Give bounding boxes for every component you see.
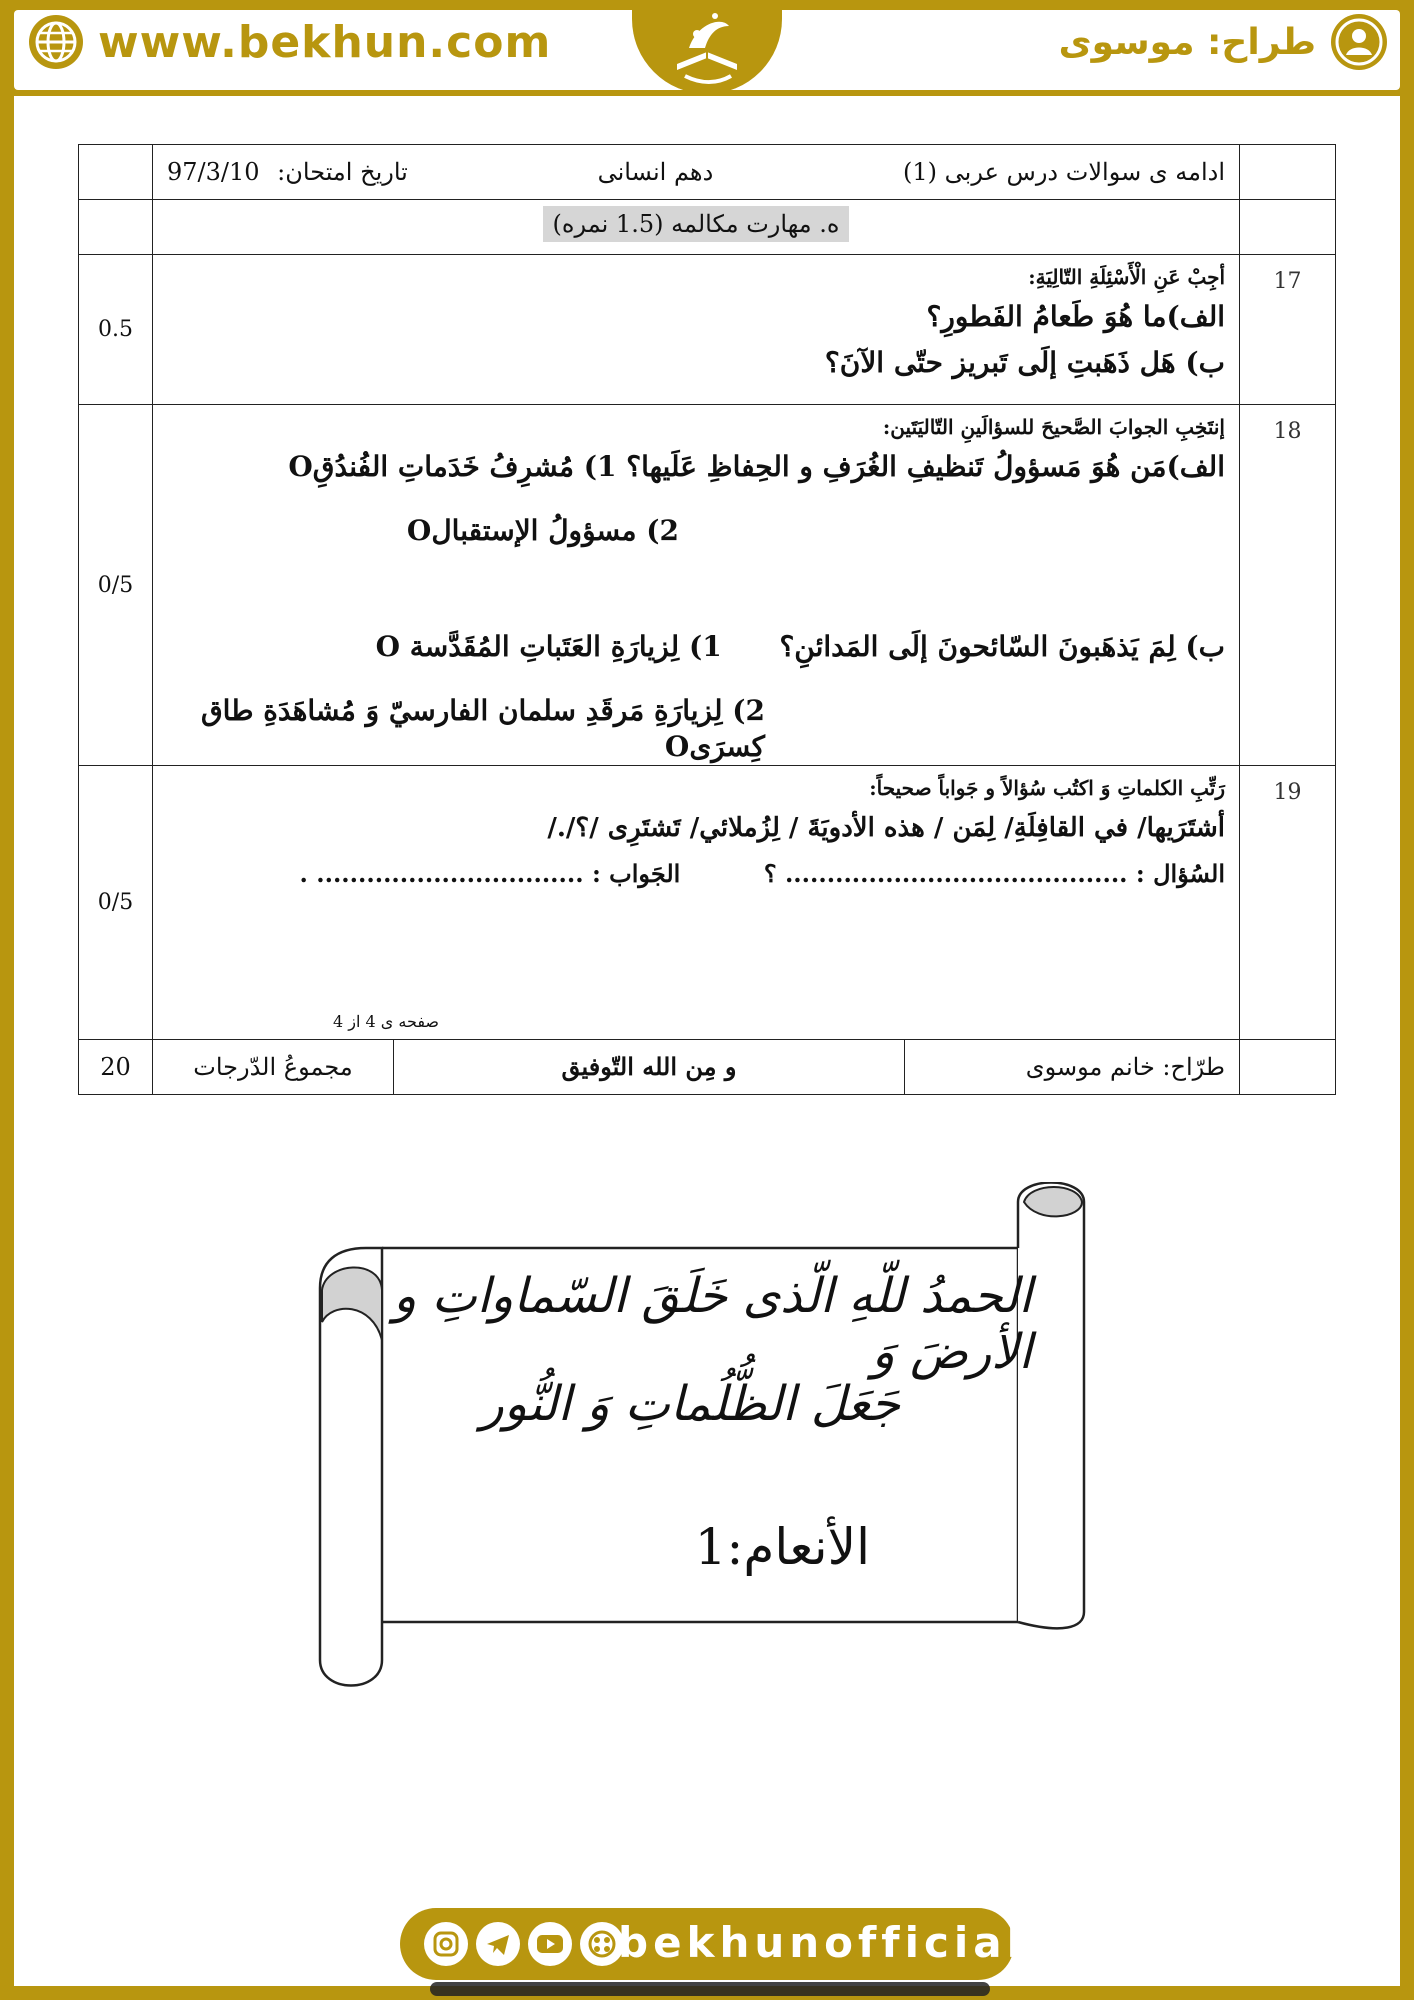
footer-total-label: مجموعُ الدّرجات	[193, 1053, 353, 1081]
header-info-cell	[153, 145, 1240, 200]
question-instruction: إنتَخِبِ الجوابَ الصَّحیحَ للسؤالَینِ التّالیَتَین:	[882, 415, 1225, 439]
social-footer	[400, 1908, 1027, 1980]
question-line: الف)ما هُوَ طَعامُ الفَطورِ؟	[926, 300, 1225, 333]
page-note: صفحه ی 4 از 4	[333, 1012, 439, 1031]
exam-date: 97/3/10	[167, 158, 260, 186]
section-label: ه. مهارت مکالمه (1.5 نمره)	[543, 206, 850, 242]
telegram-icon[interactable]	[476, 1922, 520, 1966]
exam-date-label: تاریخ امتحان:	[277, 158, 408, 186]
globe-icon	[28, 14, 84, 70]
question-row-19	[79, 766, 1336, 1040]
question-body	[153, 255, 1240, 405]
verse-line-1: الحمدُ للّهِ الّذی خَلَقَ السّماواتِ و الأرضَ وَ	[393, 1268, 1032, 1380]
question-row-18	[79, 405, 1336, 766]
question-row-17	[79, 255, 1336, 405]
question-number: 19	[1240, 766, 1336, 1040]
social-handle[interactable]: bekhunofficial	[618, 1918, 1027, 1967]
exam-title: ادامه ی سوالات درس عربی (1)	[903, 158, 1225, 186]
question-number: 18	[1240, 405, 1336, 766]
question-line: ب) هَل ذَهَبتِ إلَی تَبریز حتّی الآنَ؟	[824, 346, 1225, 379]
book-logo-icon	[667, 4, 747, 88]
answer-line[interactable]: السُؤال : ......................................... ؟ الجَواب : ................................ .	[299, 859, 1225, 888]
verse-scroll	[318, 1182, 1090, 1694]
header-score-cell	[79, 145, 153, 200]
verse-reference: الأنعام:1	[694, 1518, 870, 1576]
footer-blessing: و مِن الله التّوفیق	[393, 1040, 904, 1094]
option-a2[interactable]: 2) مسؤولُ الإستقبالO	[406, 514, 679, 547]
section-row	[79, 200, 1336, 255]
option-b2[interactable]: 2) لِزیارَةِ مَرقَدِ سلمان الفارسيّ وَ مُشاهَدَةِ طاق کِسرَیO	[200, 694, 765, 763]
footer-designer: طرّاح: خانم موسوی	[904, 1040, 1239, 1094]
header-designer	[1059, 14, 1388, 70]
exam-header-row	[79, 145, 1336, 200]
youtube-icon[interactable]	[528, 1922, 572, 1966]
exam-table	[78, 144, 1336, 1095]
header-num-cell	[1240, 145, 1336, 200]
designer-label: طراح: موسوی	[1058, 21, 1316, 63]
option-b1[interactable]: 1) لِزیارَةِ العَتَباتِ المُقَدَّسة O	[375, 630, 722, 663]
question-b: ب) لِمَ یَذهَبونَ السّائحونَ إلَی المَدائنِ؟	[779, 630, 1225, 663]
question-a-line	[153, 449, 1225, 485]
exam-footer-row	[79, 1040, 1336, 1095]
footer-total: 20	[79, 1040, 153, 1095]
site-url[interactable]: www.bekhun.com	[98, 16, 552, 68]
scroll-frame	[318, 1182, 1090, 1694]
verse-line-2: جَعَلَ الظُّلُماتِ وَ النُّور	[480, 1376, 900, 1432]
question-b-line	[153, 629, 1225, 665]
question-number: 17	[1240, 255, 1336, 405]
instagram-icon[interactable]	[424, 1922, 468, 1966]
question-body	[153, 766, 1240, 1040]
exam-date-group	[167, 158, 408, 186]
question-score: 0/5	[79, 405, 153, 766]
site-link[interactable]	[28, 14, 551, 70]
question-score: 0.5	[79, 255, 153, 405]
question-instruction: أجِبْ عَنِ الْأَسْئِلَةِ التّالِيَةِ:	[1028, 265, 1225, 289]
question-instruction: رَتِّبِ الکلماتِ وَ اکتُب سُؤالاً و جَواباً صحیحاً:	[869, 776, 1225, 800]
question-body	[153, 405, 1240, 766]
footer-shadow	[430, 1982, 990, 1996]
social-icons	[424, 1922, 624, 1966]
word-list: أشتَرَیها/ في القافِلَةِ/ لِمَن / هذه الأدویَةَ / لِزُملائي/ تَشتَرِی /؟/./	[547, 813, 1225, 843]
question-score: 0/5	[79, 766, 153, 1040]
question-a: الف)مَن هُوَ مَسؤولُ تَنظیفِ الغُرَفِ و الحِفاظِ عَلَیها؟	[626, 450, 1225, 483]
option-a1[interactable]: 1) مُشرِفُ خَدَماتِ الفُندُقِO	[288, 450, 617, 483]
user-icon	[1330, 13, 1388, 71]
exam-grade: دهم انسانی	[597, 158, 714, 186]
